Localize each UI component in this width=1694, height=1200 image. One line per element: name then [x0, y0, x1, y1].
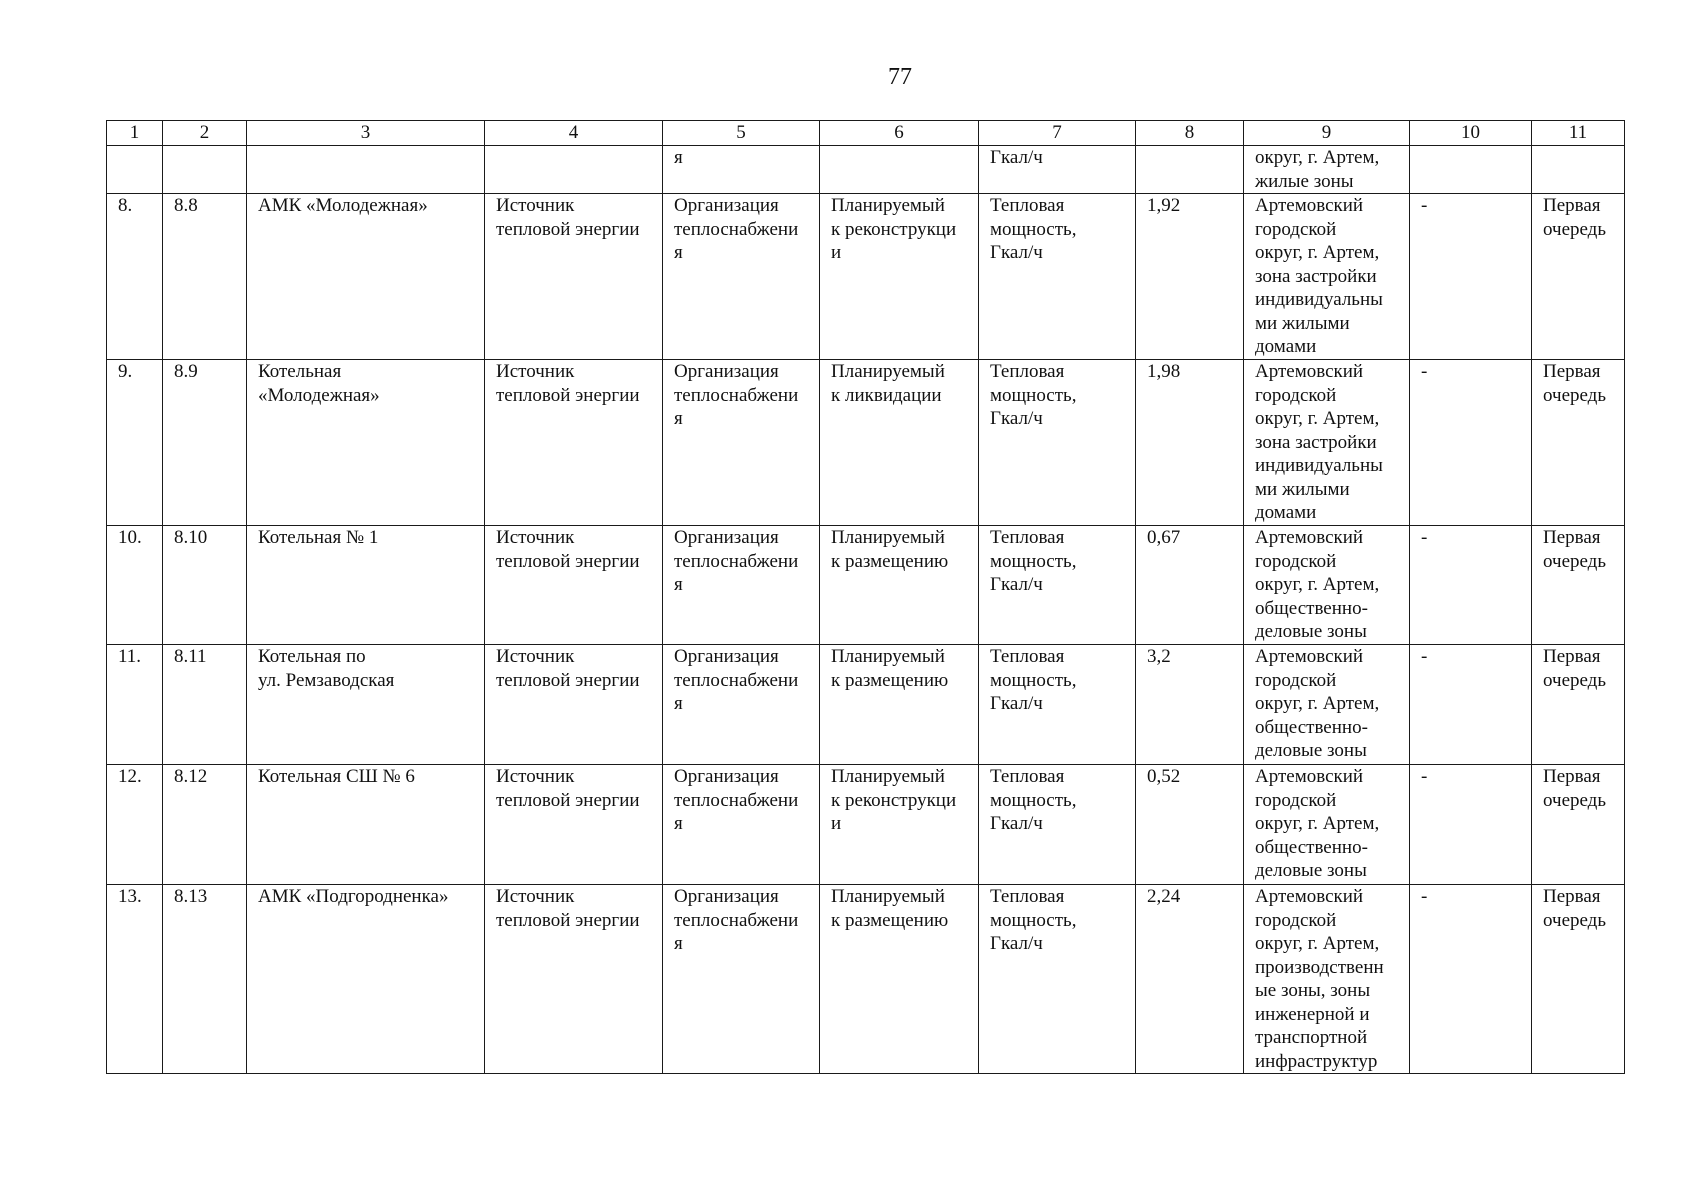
cell-row-number: 8.: [107, 194, 163, 360]
column-header: 11: [1532, 121, 1625, 146]
cell-purpose: Организация теплоснабжени я: [663, 526, 820, 645]
cell-status: Планируемый к реконструкци и: [820, 765, 979, 885]
column-header: 8: [1136, 121, 1244, 146]
table-row: [107, 645, 1625, 765]
cell-status: Планируемый к размещению: [820, 526, 979, 645]
column-header: 1: [107, 121, 163, 146]
table-row: [107, 885, 1625, 1074]
cell-type: Источник тепловой энергии: [485, 526, 663, 645]
column-header: 7: [979, 121, 1136, 146]
cell-col10: -: [1410, 526, 1532, 645]
cell-code: 8.13: [163, 885, 247, 1074]
cell-object-name: Котельная по ул. Ремзаводская: [247, 645, 485, 765]
cell-value: 1,92: [1136, 194, 1244, 360]
column-header: 9: [1244, 121, 1410, 146]
table-row: [107, 360, 1625, 526]
cell-stage: Первая очередь: [1532, 360, 1625, 526]
cell-purpose: я: [663, 146, 820, 194]
cell-col10: -: [1410, 194, 1532, 360]
column-header: 10: [1410, 121, 1532, 146]
cell-code: 8.9: [163, 360, 247, 526]
cell-col10: -: [1410, 360, 1532, 526]
cell-object-name: Котельная «Молодежная»: [247, 360, 485, 526]
cell-characteristic: Тепловая мощность, Гкал/ч: [979, 645, 1136, 765]
cell-type: Источник тепловой энергии: [485, 360, 663, 526]
column-header: 6: [820, 121, 979, 146]
table-header-row: [107, 121, 1625, 146]
cell-row-number: 11.: [107, 645, 163, 765]
cell-value: 3,2: [1136, 645, 1244, 765]
cell-object-name: [247, 146, 485, 194]
cell-purpose: Организация теплоснабжени я: [663, 360, 820, 526]
column-header: 4: [485, 121, 663, 146]
cell-value: 2,24: [1136, 885, 1244, 1074]
cell-purpose: Организация теплоснабжени я: [663, 885, 820, 1074]
cell-status: Планируемый к ликвидации: [820, 360, 979, 526]
cell-code: 8.12: [163, 765, 247, 885]
cell-value: 0,67: [1136, 526, 1244, 645]
cell-object-name: Котельная СШ № 6: [247, 765, 485, 885]
cell-characteristic: Тепловая мощность, Гкал/ч: [979, 360, 1136, 526]
table-row: [107, 146, 1625, 194]
column-header: 2: [163, 121, 247, 146]
cell-characteristic: Тепловая мощность, Гкал/ч: [979, 765, 1136, 885]
cell-row-number: 9.: [107, 360, 163, 526]
cell-purpose: Организация теплоснабжени я: [663, 194, 820, 360]
cell-row-number: 10.: [107, 526, 163, 645]
cell-code: 8.8: [163, 194, 247, 360]
cell-col10: [1410, 146, 1532, 194]
cell-object-name: Котельная № 1: [247, 526, 485, 645]
table-row: [107, 765, 1625, 885]
cell-type: Источник тепловой энергии: [485, 765, 663, 885]
cell-row-number: 12.: [107, 765, 163, 885]
cell-code: [163, 146, 247, 194]
column-header: 5: [663, 121, 820, 146]
cell-object-name: АМК «Молодежная»: [247, 194, 485, 360]
table-row: [107, 526, 1625, 645]
cell-stage: [1532, 146, 1625, 194]
cell-location: Артемовский городской округ, г. Артем, общественно- деловые зоны: [1244, 765, 1410, 885]
cell-stage: Первая очередь: [1532, 645, 1625, 765]
cell-characteristic: Тепловая мощность, Гкал/ч: [979, 885, 1136, 1074]
cell-type: Источник тепловой энергии: [485, 885, 663, 1074]
cell-row-number: 13.: [107, 885, 163, 1074]
cell-status: Планируемый к размещению: [820, 645, 979, 765]
cell-value: 0,52: [1136, 765, 1244, 885]
cell-status: Планируемый к реконструкци и: [820, 194, 979, 360]
cell-value: [1136, 146, 1244, 194]
cell-stage: Первая очередь: [1532, 885, 1625, 1074]
cell-location: Артемовский городской округ, г. Артем, общественно- деловые зоны: [1244, 645, 1410, 765]
cell-col10: -: [1410, 645, 1532, 765]
cell-purpose: Организация теплоснабжени я: [663, 645, 820, 765]
cell-location: округ, г. Артем, жилые зоны: [1244, 146, 1410, 194]
cell-status: Планируемый к размещению: [820, 885, 979, 1074]
cell-location: Артемовский городской округ, г. Артем, зона застройки индивидуальны ми жилыми домами: [1244, 360, 1410, 526]
cell-col10: -: [1410, 765, 1532, 885]
cell-stage: Первая очередь: [1532, 526, 1625, 645]
cell-characteristic: Тепловая мощность, Гкал/ч: [979, 526, 1136, 645]
cell-type: Источник тепловой энергии: [485, 194, 663, 360]
data-table: [106, 120, 1625, 1074]
cell-col10: -: [1410, 885, 1532, 1074]
cell-location: Артемовский городской округ, г. Артем, производственн ые зоны, зоны инженерной и транспортной инфраструктур: [1244, 885, 1410, 1074]
cell-type: [485, 146, 663, 194]
cell-location: Артемовский городской округ, г. Артем, общественно- деловые зоны: [1244, 526, 1410, 645]
cell-location: Артемовский городской округ, г. Артем, зона застройки индивидуальны ми жилыми домами: [1244, 194, 1410, 360]
column-header: 3: [247, 121, 485, 146]
cell-code: 8.11: [163, 645, 247, 765]
cell-status: [820, 146, 979, 194]
table-row: [107, 194, 1625, 360]
cell-object-name: АМК «Подгородненка»: [247, 885, 485, 1074]
cell-stage: Первая очередь: [1532, 194, 1625, 360]
cell-characteristic: Гкал/ч: [979, 146, 1136, 194]
cell-code: 8.10: [163, 526, 247, 645]
cell-value: 1,98: [1136, 360, 1244, 526]
cell-stage: Первая очередь: [1532, 765, 1625, 885]
cell-row-number: [107, 146, 163, 194]
cell-characteristic: Тепловая мощность, Гкал/ч: [979, 194, 1136, 360]
page-number: 77: [888, 64, 912, 90]
cell-type: Источник тепловой энергии: [485, 645, 663, 765]
cell-purpose: Организация теплоснабжени я: [663, 765, 820, 885]
